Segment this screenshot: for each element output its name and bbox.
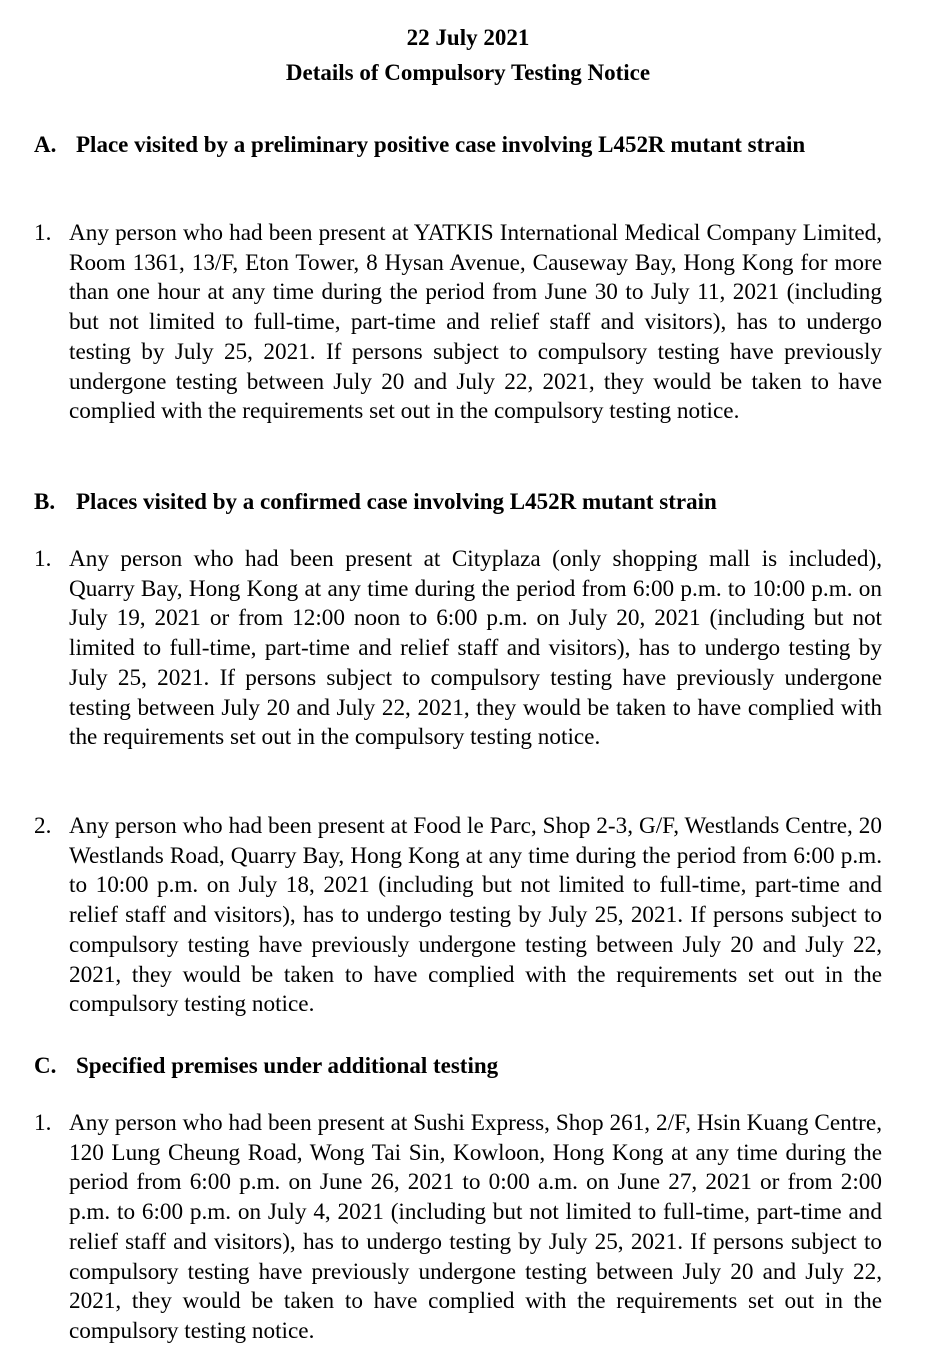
section-b-heading: [34, 487, 882, 517]
section-title: Places visited by a confirmed case involving L452R mutant strain: [76, 489, 717, 514]
section-c-item-1: [34, 1109, 882, 1347]
notice-date: 22 July 2021: [406, 25, 530, 50]
item-text: Any person who had been present at Food le Parc, Shop 2-3, G/F, Westlands Centre, 20 Westlands Road, Quarry Bay, Hong Kong at any time during the period from 6:00 p.m. to 10:00 p.m. on July 18, 2021 (including but not limited to full-time, part-time and relief staff and visitors), has to undergo testing by July 25, 2021. If persons subject to compulsory testing have previously undergone testing between July 20 and July 22, 2021, they would be taken to have complied with the requirements set out in the compulsory testing notice.: [69, 813, 882, 1018]
section-title: Place visited by a preliminary positive case involving L452R mutant strain: [76, 132, 806, 157]
item-number: 1.: [34, 546, 52, 572]
section-letter: A.: [34, 132, 57, 157]
notice-title: Details of Compulsory Testing Notice: [285, 60, 651, 85]
item-number: 1.: [34, 220, 52, 246]
section-letter: C.: [34, 1053, 57, 1078]
section-title: Specified premises under additional testing: [76, 1053, 499, 1078]
item-text: Any person who had been present at Cityplaza (only shopping mall is included), Quarry Bay, Hong Kong at any time during the period from 6:00 p.m. to 10:00 p.m. on July 19, 2021 or from 12:00 noon to 6:00 p.m. on July 20, 2021 (including but not limited to full-time, part-time and relief staff and visitors), has to undergo testing by July 25, 2021. If persons subject to compulsory testing have previously undergone testing between July 20 and July 22, 2021, they would be taken to have complied with the requirements set out in the compulsory testing notice.: [69, 546, 882, 751]
section-b-item-1: [34, 545, 882, 753]
item-text: Any person who had been present at YATKIS International Medical Company Limited, Room 1361, 13/F, Eton Tower, 8 Hysan Avenue, Causeway Bay, Hong Kong for more than one hour at any time during the period from June 30 to July 11, 2021 (including but not limited to full-time, part-time and relief staff and visitors), has to undergo testing by July 25, 2021. If persons subject to compulsory testing have previously undergone testing between July 20 and July 22, 2021, they would be taken to have complied with the requirements set out in the compulsory testing notice.: [69, 220, 882, 425]
item-number: 1.: [34, 1110, 52, 1136]
item-number: 2.: [34, 813, 52, 839]
section-a-heading: [34, 130, 882, 160]
item-text: Any person who had been present at Sushi Express, Shop 261, 2/F, Hsin Kuang Centre, 120 Lung Cheung Road, Wong Tai Sin, Kowloon, Hong Kong at any time during the period from 6:00 p.m. on June 26, 2021 to 0:00 a.m. on June 27, 2021 or from 2:00 p.m. to 6:00 p.m. on July 4, 2021 (including but not limited to full-time, part-time and relief staff and visitors), has to undergo testing by July 25, 2021. If persons subject to compulsory testing have previously undergone testing between July 20 and July 22, 2021, they would be taken to have complied with the requirements set out in the compulsory testing notice.: [69, 1110, 882, 1344]
section-b-item-2: [34, 812, 882, 1020]
section-a-item-1: [34, 219, 882, 427]
section-c-heading: [34, 1051, 882, 1081]
section-letter: B.: [34, 489, 56, 514]
